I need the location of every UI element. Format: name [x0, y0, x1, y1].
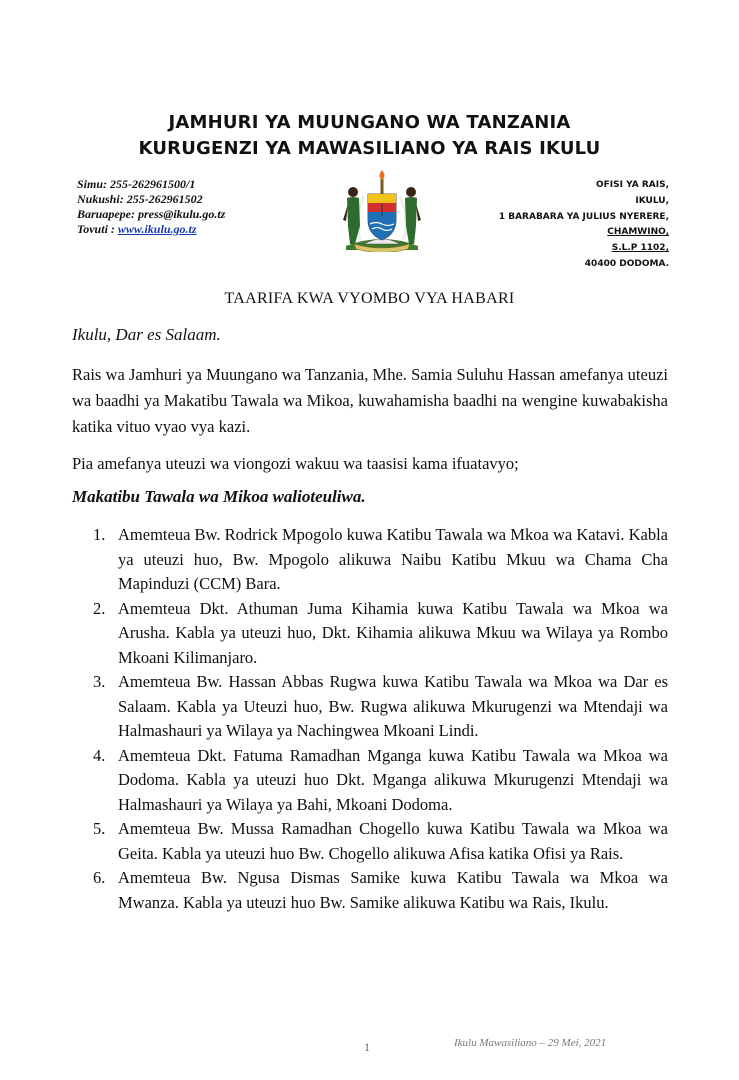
list-item-text: Amemteua Bw. Rodrick Mpogolo kuwa Katibu Tawala wa Mkoa wa Katavi. Kabla ya uteuzi huo, Bw. Mpogolo alikuwa Naibu Katibu Mkuu wa Chama Cha Mapinduzi (CCM) Bara.	[118, 525, 668, 593]
list-item-number: 5.	[93, 819, 106, 838]
list-item-text: Amemteua Bw. Hassan Abbas Rugwa kuwa Katibu Tawala wa Mkoa wa Dar es Salaam. Kabla ya Uteuzi huo, Bw. Rugwa alikuwa Mkurugenzi wa Mtendaji wa Halmashauri ya Wilaya ya Nachingwea Mkoani Lindi.	[118, 672, 668, 740]
list-item-number: 3.	[93, 672, 106, 691]
letterhead-title-line1: JAMHURI YA MUUNGANO WA TANZANIA	[168, 112, 571, 133]
address-line3: 1 BARABARA YA JULIUS NYERERE,	[498, 211, 669, 222]
appointments-list	[72, 523, 668, 915]
list-item-text: Amemteua Dkt. Athuman Juma Kihamia kuwa Katibu Tawala wa Mkoa wa Arusha. Kabla ya uteuzi huo, Dkt. Kihamia alikuwa Mkuu wa Wilaya ya Rombo Mkoani Kilimanjaro.	[118, 598, 668, 667]
list-item	[72, 670, 668, 744]
address-line5: S.L.P 1102,	[611, 243, 669, 254]
website-line	[77, 222, 225, 237]
list-item-number: 2.	[93, 598, 106, 618]
tanzania-coat-of-arms-icon	[336, 170, 428, 252]
contact-details-right	[499, 178, 669, 273]
list-item-number: 1.	[93, 525, 106, 544]
list-item	[72, 744, 668, 818]
intro-paragraph: Rais wa Jamhuri ya Muungano wa Tanzania, Mhe. Samia Suluhu Hassan amefanya uteuzi wa baadhi ya Makatibu Tawala wa Mikoa, kuwahamisha baadhi na wengine kuwabakisha katika vituo vyao vya kazi.	[72, 365, 668, 436]
list-item	[72, 597, 668, 671]
footer-note: Ikulu Mawasiliano – 29 Mei, 2021	[454, 1037, 607, 1049]
list-item	[72, 523, 668, 597]
list-item-text: Amemteua Bw. Mussa Ramadhan Chogello kuwa Katibu Tawala wa Mkoa wa Geita. Kabla ya uteuzi huo Bw. Chogello alikuwa Afisa katika Ofisi ya Rais.	[118, 819, 668, 863]
page-number: 1	[364, 1040, 370, 1054]
email-address: Baruapepe: press@ikulu.go.tz	[77, 207, 226, 221]
letterhead-title-line2: KURUGENZI YA MAWASILIANO YA RAIS IKULU	[138, 138, 601, 159]
list-item-text: Amemteua Dkt. Fatuma Ramadhan Mganga kuwa Katibu Tawala wa Mkoa wa Dodoma. Kabla ya uteuzi huo Dkt. Mganga alikuwa Mkurugenzi Mtendaji wa Halmashauri ya Wilaya ya Bahi, Mkoani Dodoma.	[118, 745, 668, 814]
list-item-text: Amemteua Bw. Ngusa Dismas Samike kuwa Katibu Tawala wa Mkoa wa Mwanza. Kabla ya uteuzi huo Bw. Samike alikuwa Katibu wa Rais, Ikulu.	[118, 868, 668, 912]
address-line4: CHAMWINO,	[607, 227, 669, 238]
list-item	[72, 817, 668, 866]
website-link[interactable]: www.ikulu.go.tz	[117, 222, 197, 236]
second-paragraph: Pia amefanya uteuzi wa viongozi wakuu wa taasisi kama ifuatavyo;	[72, 454, 519, 473]
dateline-place: Ikulu, Dar es Salaam.	[72, 325, 221, 344]
document-title: TAARIFA KWA VYOMBO VYA HABARI	[224, 290, 515, 307]
contact-details-left	[77, 177, 225, 237]
list-item-number: 4.	[93, 745, 106, 765]
address-line6: 40400 DODOMA.	[584, 258, 669, 269]
website-label: Tovuti :	[77, 222, 118, 236]
address-line1: OFISI YA RAIS,	[595, 180, 669, 190]
phone-number: Simu: 255-262961500/1	[77, 177, 196, 191]
fax-number: Nukushi: 255-262961502	[77, 192, 203, 206]
list-item	[72, 866, 668, 915]
address-line2: IKULU,	[635, 195, 669, 206]
section-heading: Makatibu Tawala wa Mikoa walioteuliwa.	[72, 487, 366, 506]
list-item-number: 6.	[93, 868, 106, 887]
